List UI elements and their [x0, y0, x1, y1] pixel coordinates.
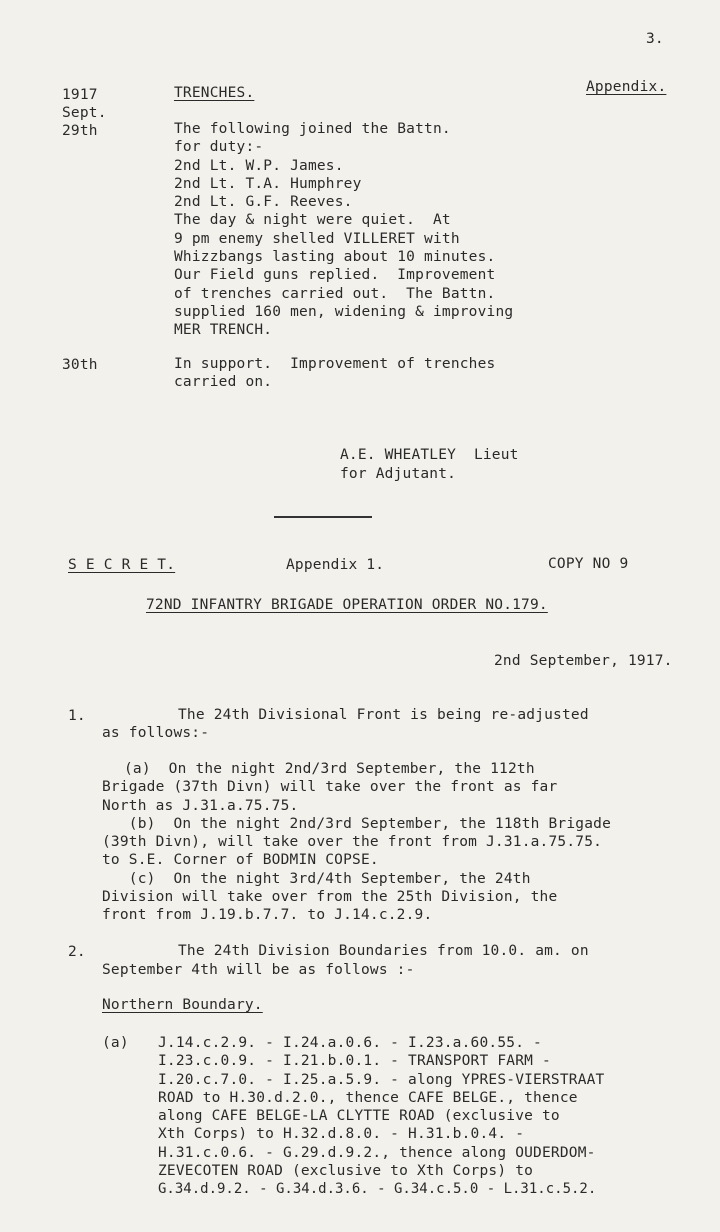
- para2-line: The 24th Division Boundaries from 10.0. am. on: [178, 943, 589, 959]
- para1-subitems: [102, 760, 611, 925]
- entry-line: MER TRENCH.: [174, 322, 273, 339]
- diary-heading: TRENCHES.: [174, 85, 255, 101]
- para1-line: as follows:-: [102, 725, 210, 741]
- entry-line: 2nd Lt. G.F. Reeves.: [174, 194, 353, 211]
- entry-line: 2nd Lt. W.P. James.: [174, 157, 344, 174]
- appendix-label: Appendix.: [586, 79, 667, 95]
- subitem-line: Division will take over from the 25th Division, the: [102, 889, 558, 906]
- subitem-a-start: (a) On the night 2nd/3rd September, the 112th: [124, 761, 535, 777]
- boundary-line: I.20.c.7.0. - I.25.a.5.9. - along YPRES-VIERSTRAAT: [158, 1071, 605, 1088]
- entry-line: 2nd Lt. T.A. Humphrey: [174, 175, 362, 192]
- signature-name: A.E. WHEATLEY Lieut: [340, 447, 519, 463]
- para1-line: The 24th Divisional Front is being re-adjusted: [178, 707, 589, 723]
- boundary-line: along CAFE BELGE-LA CLYTTE ROAD (exclusive to: [158, 1108, 560, 1125]
- subitem-line: North as J.31.a.75.75.: [102, 797, 299, 814]
- diary-entry-29: [174, 120, 513, 340]
- northern-boundary-points: [158, 1034, 605, 1199]
- para2-line: September 4th will be as follows :-: [102, 962, 415, 978]
- entry-line: In support. Improvement of trenches: [174, 356, 496, 372]
- secret-label: S E C R E T.: [68, 557, 176, 573]
- subitem-line: (c) On the night 3rd/4th September, the 24th: [102, 870, 531, 887]
- subitem-line: Brigade (37th Divn) will take over the front as far: [102, 779, 558, 796]
- entry-line: of trenches carried out. The Battn.: [174, 285, 496, 302]
- entry-line: The day & night were quiet. At: [174, 212, 451, 229]
- entry-line: for duty:-: [174, 139, 264, 156]
- entry-line: supplied 160 men, widening & improving: [174, 303, 514, 320]
- section-divider: [274, 516, 372, 518]
- boundary-line: Xth Corps) to H.32.d.8.0. - H.31.b.0.4. -: [158, 1126, 525, 1143]
- northern-boundary-heading: Northern Boundary.: [102, 997, 263, 1013]
- para1-number: 1.: [68, 708, 86, 724]
- entry-line: 9 pm enemy shelled VILLERET with: [174, 230, 460, 247]
- boundary-line: G.34.d.9.2. - G.34.d.3.6. - G.34.c.5.0 - L.31.c.5.2.: [158, 1181, 597, 1198]
- diary-day-29: 29th: [62, 123, 98, 139]
- subitem-line: front from J.19.b.7.7. to J.14.c.2.9.: [102, 907, 433, 924]
- subitem-line: [102, 760, 611, 778]
- subitem-line: to S.E. Corner of BODMIN COPSE.: [102, 852, 379, 869]
- boundary-line: ZEVECOTEN ROAD (exclusive to Xth Corps) to: [158, 1163, 534, 1180]
- order-appendix: Appendix 1.: [286, 557, 385, 573]
- diary-month: Sept.: [62, 105, 107, 121]
- boundary-line: J.14.c.2.9. - I.24.a.0.6. - I.23.a.60.55. -: [158, 1035, 542, 1051]
- entry-line: carried on.: [174, 374, 273, 391]
- boundary-line: I.23.c.0.9. - I.21.b.0.1. - TRANSPORT FARM -: [158, 1053, 551, 1070]
- page-number: 3.: [646, 31, 664, 47]
- boundary-line: ROAD to H.30.d.2.0., thence CAFE BELGE., thence: [158, 1089, 578, 1106]
- diary-entry-30: [174, 355, 495, 392]
- order-date: 2nd September, 1917.: [494, 653, 673, 669]
- boundary-line: H.31.c.0.6. - G.29.d.9.2., thence along OUDERDOM-: [158, 1144, 596, 1161]
- subitem-line: (b) On the night 2nd/3rd September, the 118th Brigade: [102, 815, 611, 832]
- entry-line: Whizzbangs lasting about 10 minutes.: [174, 249, 496, 266]
- diary-day-30: 30th: [62, 357, 98, 373]
- sub-a-label: (a): [102, 1035, 129, 1051]
- entry-line: Our Field guns replied. Improvement: [174, 267, 496, 284]
- copy-number: COPY NO 9: [548, 556, 629, 572]
- signature-role: for Adjutant.: [340, 466, 457, 482]
- para2-number: 2.: [68, 944, 86, 960]
- diary-year: 1917: [62, 87, 98, 103]
- subitem-line: (39th Divn), will take over the front from J.31.a.75.75.: [102, 834, 603, 851]
- order-title: 72ND INFANTRY BRIGADE OPERATION ORDER NO.179.: [146, 597, 548, 613]
- entry-line: The following joined the Battn.: [174, 121, 451, 137]
